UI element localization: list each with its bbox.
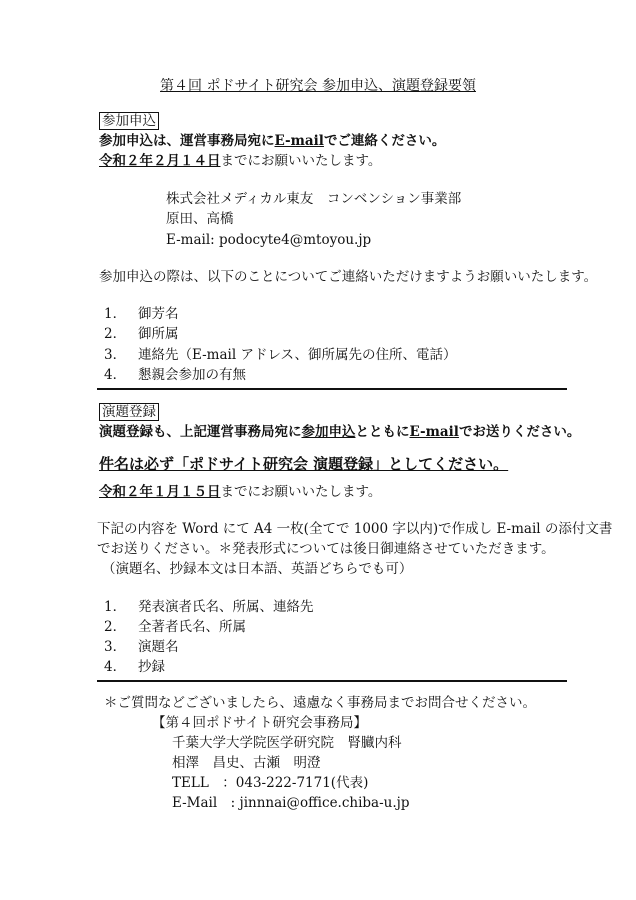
- section-divider: [97, 388, 567, 390]
- list-item: 1． 発表演者氏名、所属、連絡先: [104, 599, 314, 615]
- registration-heading: 参加申込: [99, 112, 159, 130]
- inquiry-note: ＊ご質問などございましたら、遠慮なく事務局までお問合せください。: [104, 695, 536, 711]
- registration-deadline: 令和２年２月１４日までにお願いいたします。: [99, 153, 382, 169]
- registration-instruction: 参加申込は、運営事務局宛にE-mailでご連絡ください。: [99, 133, 446, 149]
- office-email: E-Mail : jinnnai@office.chiba-u.jp: [172, 795, 410, 811]
- abstract-subject-rule: 件名は必ず「ポドサイト研究会 演題登録」としてください。: [99, 455, 509, 473]
- abstract-description: （演題名、抄録本文は日本語、英語どちらでも可）: [102, 561, 413, 577]
- abstract-instruction: 演題登録も、上記運営事務局宛に参加申込とともにE-mailでお送りください。: [99, 424, 581, 440]
- list-item: 2． 全著者氏名、所属: [104, 619, 246, 635]
- abstract-deadline: 令和２年１月１５日までにお願いいたします。: [99, 484, 382, 500]
- abstract-description: でお送りください。＊発表形式については後日御連絡させていただきます。: [97, 541, 555, 557]
- office-phone: TELL ：043-222-7171(代表): [172, 775, 369, 791]
- office-department: 千葉大学大学院医学研究院 腎臓内科: [172, 735, 402, 751]
- office-contacts: 相澤 昌史、古瀬 明澄: [172, 755, 321, 771]
- office-name: 【第４回ポドサイト研究会事務局】: [152, 715, 368, 731]
- list-item: 2． 御所属: [104, 326, 179, 342]
- page-title: 第４回 ポドサイト研究会 参加申込、演題登録要領: [160, 78, 476, 94]
- abstract-description: 下記の内容を Word にて A4 一枚(全てで 1000 字以内)で作成し E-mail の添付文書: [97, 521, 613, 537]
- registration-note: 参加申込の際は、以下のことについてご連絡いただけますようお願いいたします。: [99, 269, 598, 285]
- list-item: 3． 演題名: [104, 639, 179, 655]
- contact-company: 株式会社メディカル東友 コンベンション事業部: [166, 191, 462, 207]
- contact-names: 原田、高橋: [166, 211, 234, 227]
- list-item: 4． 懇親会参加の有無: [104, 367, 246, 383]
- contact-email: E-mail: podocyte4@mtoyou.jp: [166, 232, 372, 248]
- list-item: 1． 御芳名: [104, 306, 179, 322]
- list-item: 4． 抄録: [104, 659, 165, 675]
- section-divider: [97, 680, 567, 682]
- abstract-heading: 演題登録: [99, 403, 159, 421]
- list-item: 3． 連絡先（E-mail アドレス、御所属先の住所、電話）: [104, 347, 457, 363]
